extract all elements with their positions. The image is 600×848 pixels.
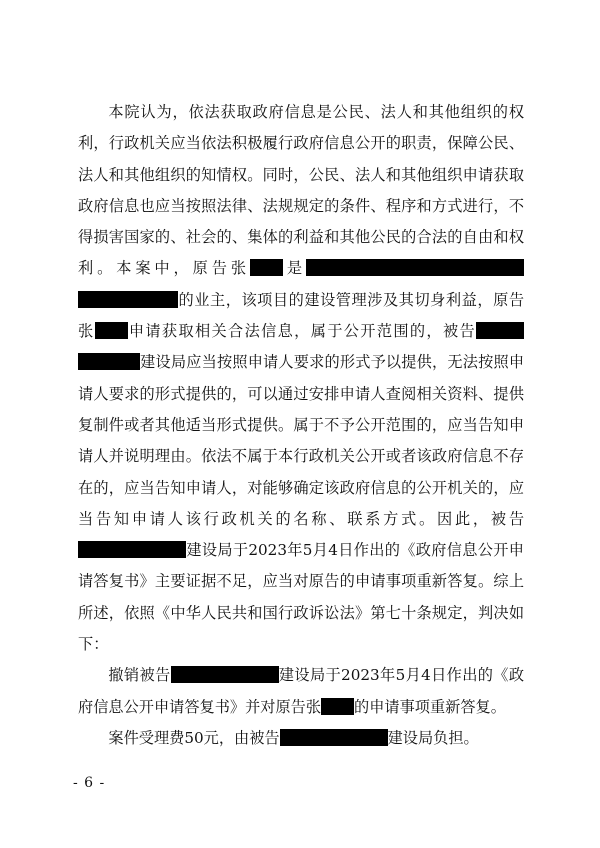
redaction-block [321, 698, 354, 715]
text-segment: 建设局负担。 [387, 728, 479, 747]
redaction-block [306, 259, 524, 276]
text-segment: 是 [282, 259, 307, 278]
redaction-block [476, 322, 524, 339]
page-number: - 6 - [73, 775, 106, 791]
redaction-block [280, 729, 388, 746]
redaction-block [78, 291, 178, 308]
text-segment: 申请获取相关合法信息，属于公开范围的，被告 [127, 322, 477, 341]
redaction-block [171, 666, 279, 683]
redaction-block [95, 322, 128, 339]
reasoning-paragraph [78, 97, 524, 660]
fee-paragraph [78, 723, 524, 754]
text-segment: 案件受理费50元，由被告 [108, 728, 280, 747]
text-segment: 建设局应当按照申请人要求的形式予以提供，无法按照申请人要求的形式提供的，可以通过安排申请人查阅相关资料、提供复制件或者其他适当形式提供。属于不予公开范围的，应当告知申请人并说明理由。依法不属于本行政机关公开或者该政府信息不存在的，应当告知申请人，对能够确定该政府信息的公开机关的，应当告知申请人该行政机关的名称、联系方式。因此，被告 [78, 353, 524, 528]
ruling-paragraph [78, 660, 524, 723]
redaction-block [78, 541, 186, 558]
redaction-block [250, 259, 283, 276]
redaction-block [78, 353, 140, 370]
text-segment: 的申请事项重新答复。 [354, 697, 506, 716]
text-segment: 建设局于2023年5月4日作出的《政府信息公开申请答复书》主要证据不足，应当对原告的申请事项重新答复。综上所述，依照《中华人民共和国行政诉讼法》第七十条规定，判决如下： [78, 541, 524, 654]
text-segment: 的业主，该项目的建设管理涉及其切身利益，原告张 [78, 290, 524, 341]
text-segment: 建设局于2023年5月4日作出的《政府信息公开申请答复书》并对原告张 [78, 666, 525, 716]
judgment-body [78, 97, 524, 754]
text-segment: 本院认为，依法获取政府信息是公民、法人和其他组织的权利，行政机关应当依法积极履行政府信息公开的职责，保障公民、法人和其他组织的知情权。同时，公民、法人和其他组织申请获取政府信息也应当按照法律、法规规定的条件、程序和方式进行，不得损害国家的、社会的、集体的利益和其他公民的合法的自由和权利。本案中，原告张 [78, 103, 524, 278]
text-segment: 撤销被告 [108, 666, 171, 685]
